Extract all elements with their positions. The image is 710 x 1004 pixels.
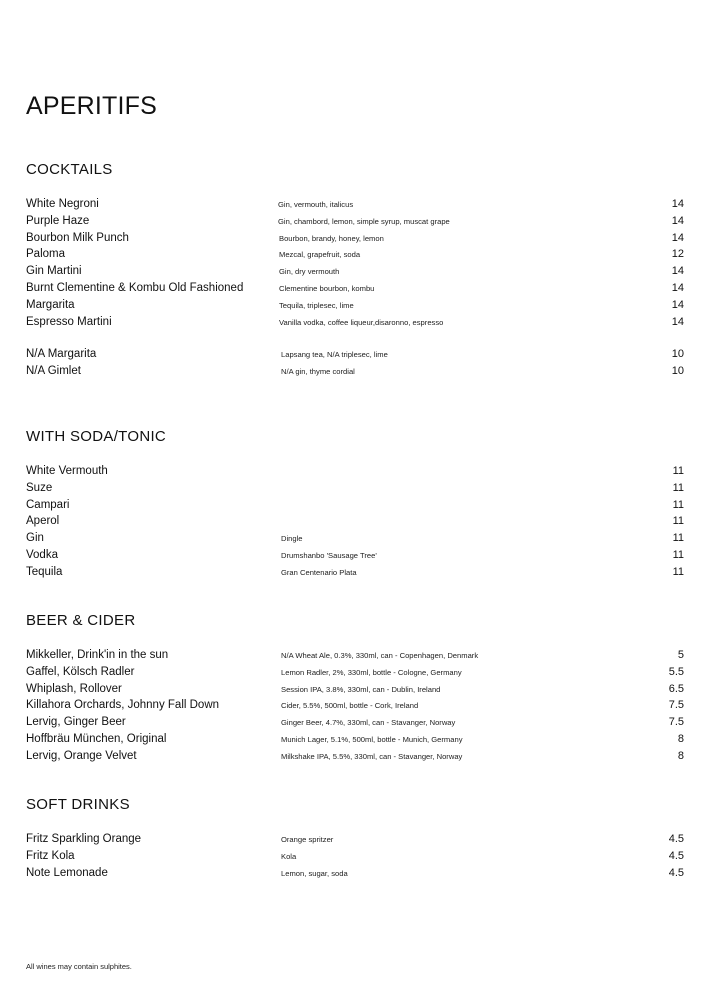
item-price: 7.5 bbox=[668, 699, 684, 712]
item-price: 4.5 bbox=[668, 833, 684, 845]
menu-item bbox=[26, 831, 684, 848]
item-price: 7.5 bbox=[668, 716, 684, 729]
item-price: 14 bbox=[671, 214, 684, 227]
menu-item bbox=[26, 513, 684, 530]
menu-item bbox=[26, 748, 684, 765]
menu-item bbox=[26, 530, 684, 547]
item-price: 11 bbox=[672, 565, 684, 578]
item-name: Gaffel, Kölsch Radler bbox=[26, 665, 135, 678]
item-description: Gin, vermouth, italicus bbox=[278, 200, 354, 209]
item-name: Suze bbox=[26, 481, 53, 494]
item-name: Campari bbox=[26, 498, 70, 511]
item-description: Clementine bourbon, kombu bbox=[279, 283, 375, 293]
item-price: 11 bbox=[672, 532, 684, 545]
item-price: 14 bbox=[671, 265, 684, 278]
menu-item bbox=[26, 363, 684, 380]
item-name: Gin Martini bbox=[26, 265, 82, 278]
item-price: 14 bbox=[671, 198, 684, 210]
item-name: Killahora Orchards, Johnny Fall Down bbox=[26, 699, 220, 712]
item-price: 10 bbox=[671, 364, 684, 377]
item-description: Drumshanbo 'Sausage Tree' bbox=[281, 550, 377, 560]
menu-item bbox=[26, 647, 684, 664]
item-name: Gin bbox=[26, 532, 44, 545]
item-price: 11 bbox=[672, 515, 684, 528]
item-price: 11 bbox=[672, 498, 684, 511]
item-description: Dingle bbox=[281, 534, 303, 544]
item-name: Whiplash, Rollover bbox=[26, 682, 122, 695]
menu-item bbox=[26, 314, 684, 331]
menu-item bbox=[26, 213, 684, 230]
item-price: 8 bbox=[677, 749, 684, 762]
footnote: All wines may contain sulphites. bbox=[26, 962, 132, 971]
item-price: 14 bbox=[671, 281, 684, 294]
menu-item bbox=[26, 731, 684, 748]
item-name: Vodka bbox=[26, 548, 58, 561]
item-name: Tequila bbox=[26, 565, 63, 578]
menu-item bbox=[26, 196, 684, 213]
item-price: 14 bbox=[671, 298, 684, 311]
section-title: COCKTAILS bbox=[26, 161, 113, 178]
item-description: Bourbon, brandy, honey, lemon bbox=[279, 233, 384, 243]
item-price: 6.5 bbox=[668, 682, 684, 695]
item-name: Paloma bbox=[26, 248, 65, 261]
menu-item bbox=[26, 714, 684, 731]
item-name: N/A Margarita bbox=[26, 347, 97, 360]
item-name: White Vermouth bbox=[26, 465, 108, 477]
menu-item bbox=[26, 280, 684, 297]
item-price: 12 bbox=[671, 248, 684, 261]
item-description: Orange spritzer bbox=[281, 835, 334, 844]
menu-item bbox=[26, 697, 684, 714]
item-name: White Negroni bbox=[26, 198, 99, 210]
menu-item bbox=[26, 480, 684, 497]
item-name: Burnt Clementine & Kombu Old Fashioned bbox=[26, 281, 244, 294]
page-title: APERITIFS bbox=[26, 92, 157, 120]
item-name: Purple Haze bbox=[26, 214, 90, 227]
item-description: Gran Centenario Plata bbox=[281, 567, 357, 577]
item-description: Munich Lager, 5.1%, 500ml, bottle - Munich, Germany bbox=[281, 734, 463, 744]
section-beer-cider bbox=[26, 610, 684, 765]
menu-item bbox=[26, 263, 684, 280]
item-name: N/A Gimlet bbox=[26, 364, 81, 377]
item-name: Aperol bbox=[26, 515, 60, 528]
item-description: Mezcal, grapefruit, soda bbox=[279, 250, 361, 260]
item-price: 4.5 bbox=[668, 866, 684, 879]
section-cocktails bbox=[26, 159, 684, 380]
item-name: Mikkeller, Drink'in in the sun bbox=[26, 649, 169, 661]
item-name: Fritz Sparkling Orange bbox=[26, 833, 142, 845]
menu-item bbox=[26, 848, 684, 865]
item-name: Hoffbräu München, Original bbox=[26, 732, 167, 745]
menu-item bbox=[26, 865, 684, 882]
item-description: Cider, 5.5%, 500ml, bottle - Cork, Ireland bbox=[281, 701, 419, 711]
item-description: Lapsang tea, N/A triplesec, lime bbox=[281, 349, 388, 359]
menu-item bbox=[26, 230, 684, 247]
item-description: Gin, dry vermouth bbox=[279, 267, 340, 277]
menu-item bbox=[26, 681, 684, 698]
item-price: 11 bbox=[672, 481, 684, 494]
item-description: Ginger Beer, 4.7%, 330ml, can - Stavanger, Norway bbox=[281, 718, 456, 728]
item-price: 5 bbox=[677, 649, 684, 661]
item-price: 11 bbox=[672, 548, 684, 561]
item-name: Bourbon Milk Punch bbox=[26, 231, 129, 244]
menu-item bbox=[26, 564, 684, 581]
item-price: 10 bbox=[671, 347, 684, 360]
menu-item bbox=[26, 463, 684, 480]
menu-item bbox=[26, 547, 684, 564]
menu-item bbox=[26, 497, 684, 514]
item-description: Gin, chambord, lemon, simple syrup, muscat grape bbox=[278, 216, 450, 226]
menu-item bbox=[26, 246, 684, 263]
item-price: 8 bbox=[677, 732, 684, 745]
item-name: Espresso Martini bbox=[26, 315, 112, 328]
item-description: Lemon Radler, 2%, 330ml, bottle - Cologne, Germany bbox=[281, 667, 462, 677]
item-name: Fritz Kola bbox=[26, 849, 75, 862]
item-price: 11 bbox=[672, 465, 684, 477]
menu-item bbox=[26, 664, 684, 681]
item-description: Lemon, sugar, soda bbox=[281, 868, 348, 878]
item-name: Margarita bbox=[26, 298, 75, 311]
menu-item bbox=[26, 346, 684, 363]
item-name: Lervig, Ginger Beer bbox=[26, 716, 126, 729]
menu-item bbox=[26, 297, 684, 314]
item-price: 14 bbox=[671, 315, 684, 328]
item-price: 14 bbox=[671, 231, 684, 244]
item-name: Note Lemonade bbox=[26, 866, 108, 879]
item-description: Kola bbox=[281, 851, 297, 861]
section-title: WITH SODA/TONIC bbox=[26, 428, 167, 445]
item-description: Milkshake IPA, 5.5%, 330ml, can - Stavanger, Norway bbox=[281, 751, 463, 761]
item-name: Lervig, Orange Velvet bbox=[26, 749, 137, 762]
item-description: Tequila, triplesec, lime bbox=[279, 300, 354, 310]
item-description: Session IPA, 3.8%, 330ml, can - Dublin, Ireland bbox=[281, 684, 441, 694]
section-with-soda-tonic bbox=[26, 426, 684, 581]
section-soft-drinks bbox=[26, 794, 684, 881]
item-description: N/A Wheat Ale, 0.3%, 330ml, can - Copenhagen, Denmark bbox=[281, 651, 479, 660]
section-title: BEER & CIDER bbox=[26, 612, 136, 629]
item-price: 5.5 bbox=[668, 665, 684, 678]
item-price: 4.5 bbox=[668, 849, 684, 862]
section-title: SOFT DRINKS bbox=[26, 796, 130, 813]
item-description: N/A gin, thyme cordial bbox=[281, 366, 355, 376]
item-description: Vanilla vodka, coffee liqueur,disaronno, espresso bbox=[279, 317, 444, 327]
